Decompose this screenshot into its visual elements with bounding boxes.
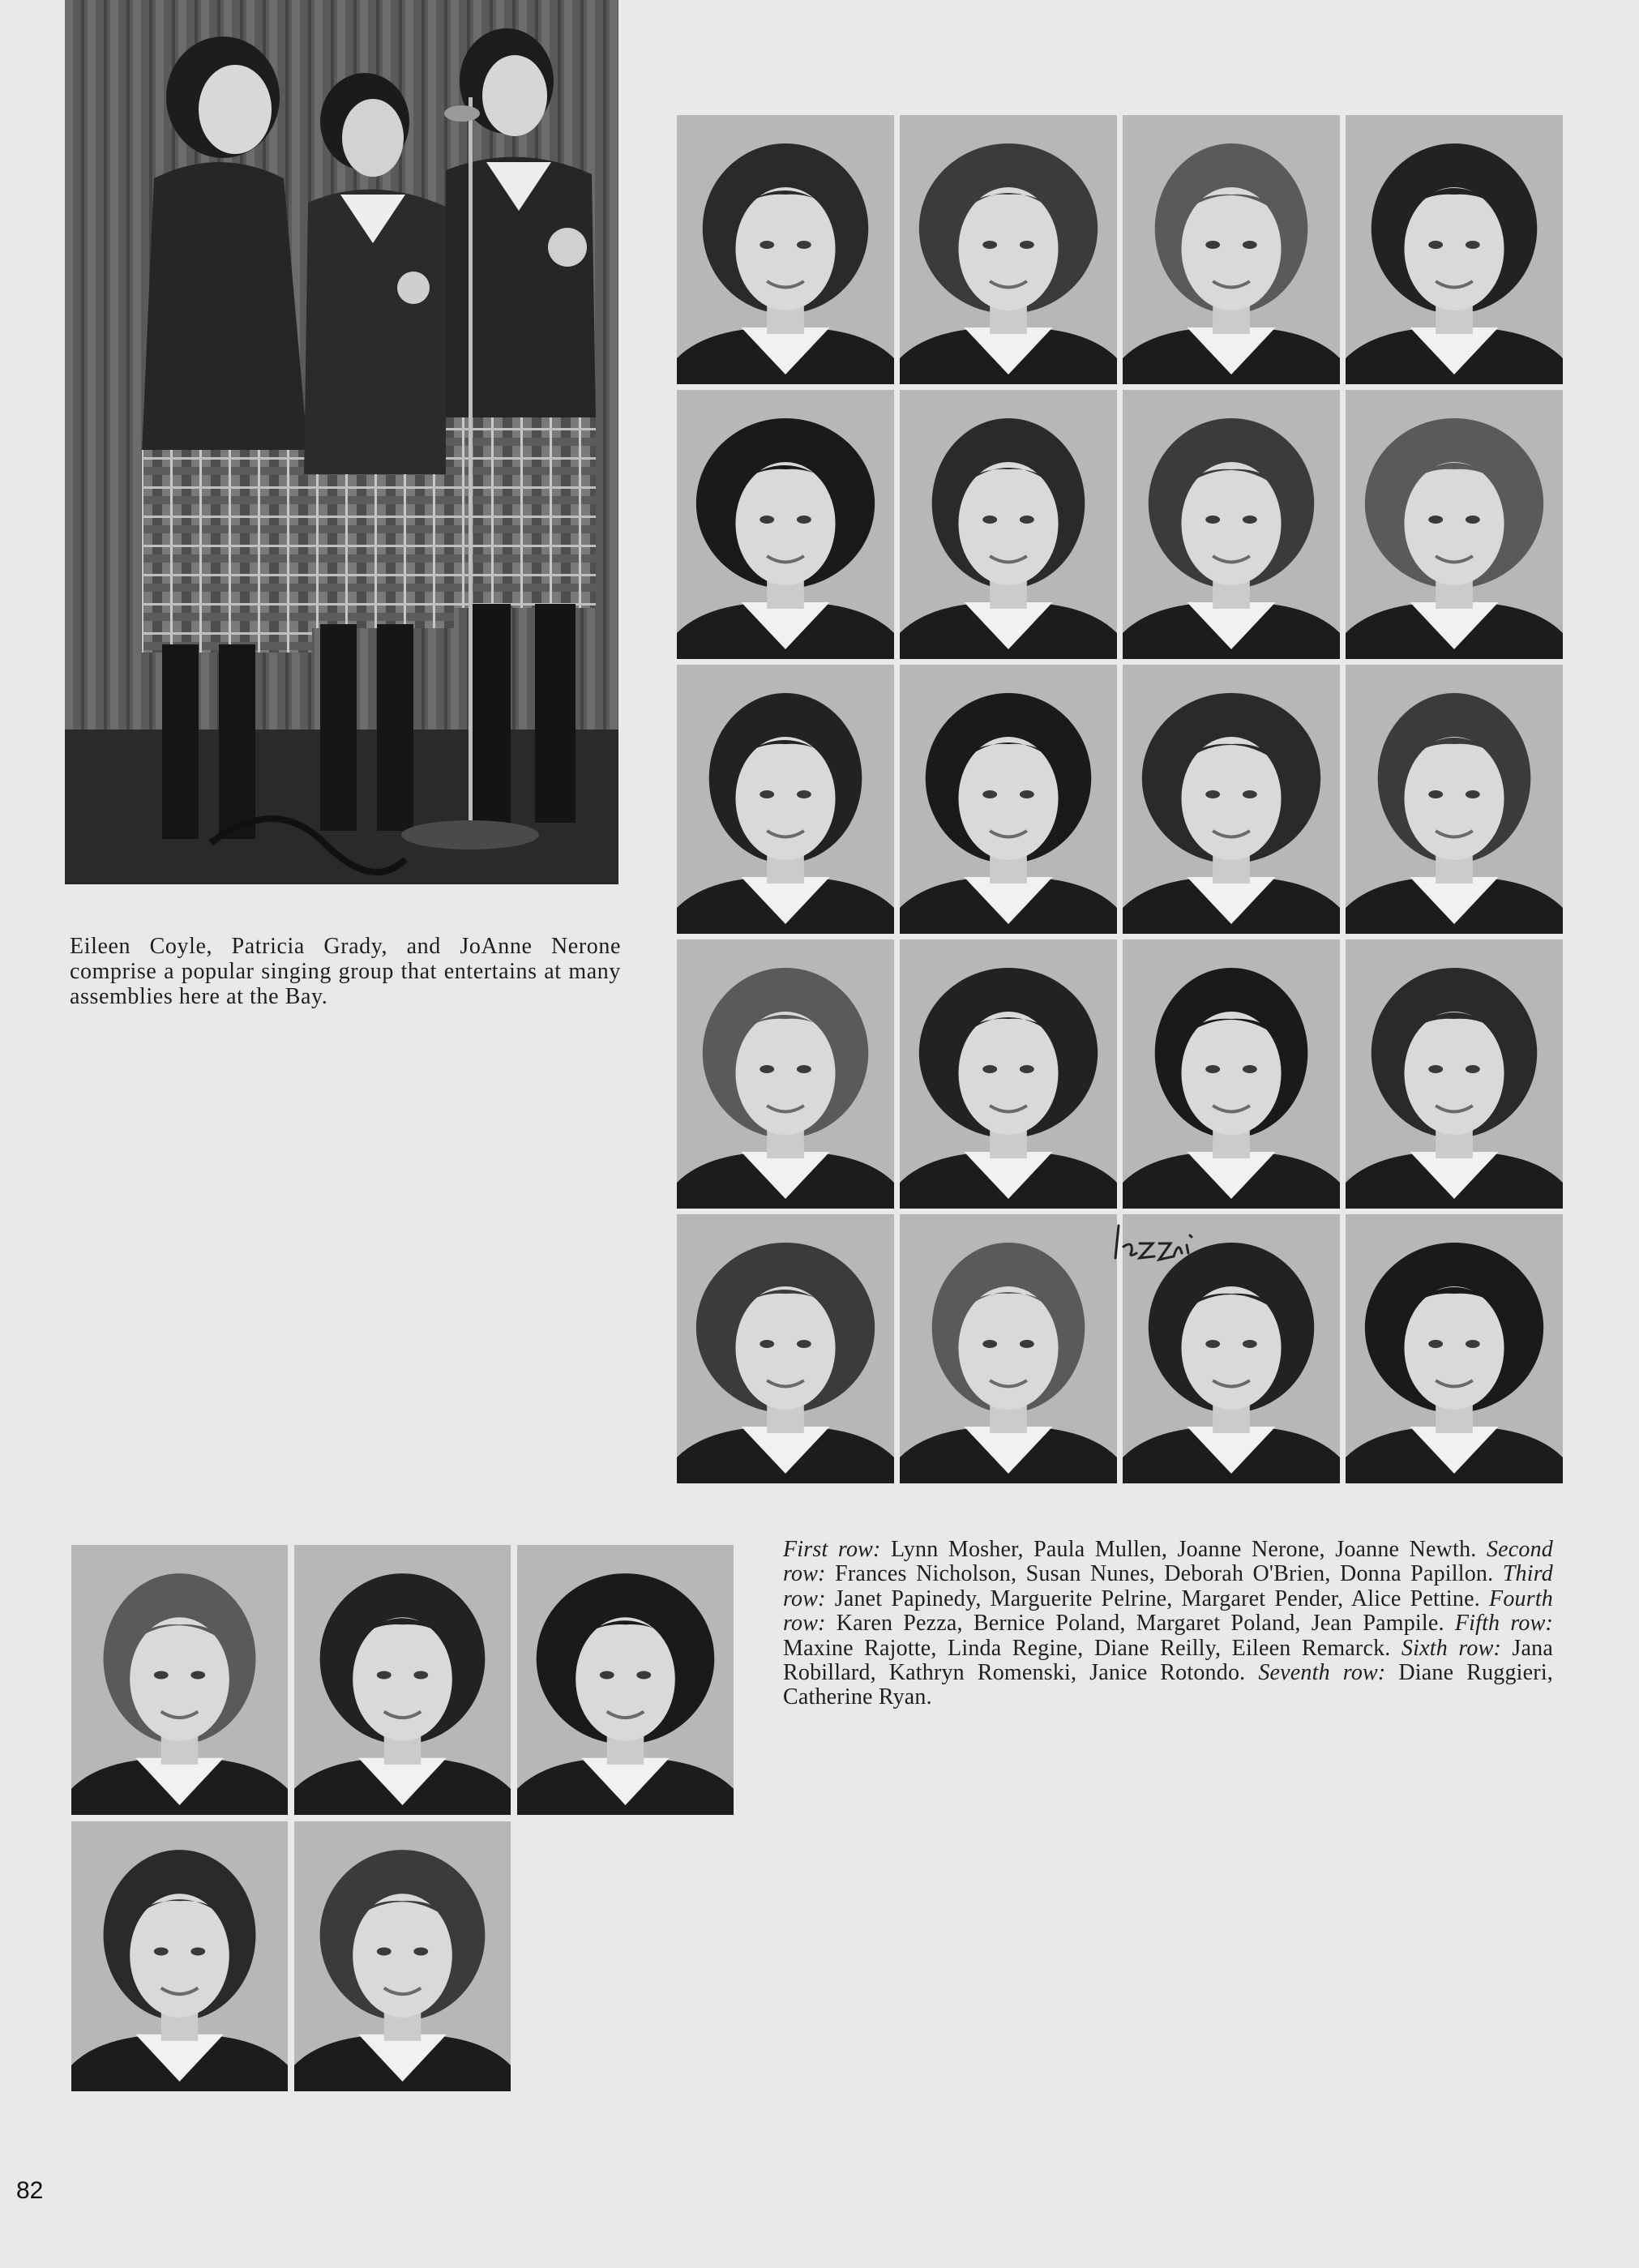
grid-right-portrait (900, 1214, 1117, 1483)
singing-group-photo (65, 0, 618, 884)
row-2-names: Frances Nicholson, Susan Nunes, Deborah O'Brien, Donna Papillon. (825, 1561, 1503, 1587)
grid-right-portrait (1123, 115, 1340, 384)
portrait-grid-left (71, 1545, 732, 2095)
page-number: 82 (16, 2177, 44, 2204)
row-2-label: Second row: (783, 1537, 1553, 1587)
grid-left-portrait (294, 1821, 511, 2091)
grid-right-portrait (677, 665, 894, 934)
row-7-label: Seventh row: (1258, 1660, 1386, 1686)
grid-right-portrait (900, 665, 1117, 934)
row-5-names: Maxine Rajotte, Linda Regine, Diane Reilly, Eileen Remarck. (783, 1635, 1401, 1661)
grid-right-portrait (677, 939, 894, 1209)
grid-right-portrait (677, 1214, 894, 1483)
handwritten-signature (1112, 1211, 1217, 1268)
grid-right-portrait (1346, 665, 1563, 934)
row-3-label: Third row: (783, 1561, 1553, 1611)
row-4-label: Fourth row: (783, 1585, 1553, 1637)
portrait-grid-right (677, 115, 1557, 1487)
row-4-names: Karen Pezza, Bernice Poland, Margaret Poland, Jean Pampile. (825, 1611, 1455, 1637)
grid-left-portrait (294, 1545, 511, 1815)
grid-left-portrait (71, 1821, 288, 2091)
grid-right-portrait (900, 115, 1117, 384)
grid-right-portrait (900, 939, 1117, 1209)
row-1-names: Lynn Mosher, Paula Mullen, Joanne Nerone, Joanne Newth. (880, 1537, 1487, 1562)
row-names-caption (783, 1538, 1553, 1710)
grid-right-portrait (677, 115, 894, 384)
grid-right-portrait (1123, 665, 1340, 934)
grid-right-portrait (1346, 390, 1563, 659)
grid-right-portrait (1346, 1214, 1563, 1483)
grid-right-portrait (900, 390, 1117, 659)
row-5-label: Fifth row: (1454, 1611, 1554, 1637)
row-3-names: Janet Papinedy, Marguerite Pelrine, Margaret Pender, Alice Pettine. (825, 1585, 1490, 1611)
group-photo-caption: Eileen Coyle, Patricia Grady, and JoAnne Nerone comprise a popular singing group that entertains at many assemblies here at the Bay. (70, 934, 621, 1009)
row-6-label: Sixth row: (1401, 1635, 1501, 1661)
grid-right-portrait (1346, 115, 1563, 384)
grid-right-portrait (1123, 939, 1340, 1209)
row-6-names: Jana Robillard, Kathryn Romenski, Janice Rotondo. (783, 1635, 1553, 1686)
grid-left-portrait (71, 1545, 288, 1815)
row-7-names: Diane Ruggieri, Catherine Ryan. (783, 1660, 1553, 1710)
row-1-label: First row: (783, 1537, 881, 1562)
grid-right-portrait (677, 390, 894, 659)
grid-right-portrait (1346, 939, 1563, 1209)
grid-right-portrait (1123, 390, 1340, 659)
grid-left-portrait (517, 1545, 734, 1815)
